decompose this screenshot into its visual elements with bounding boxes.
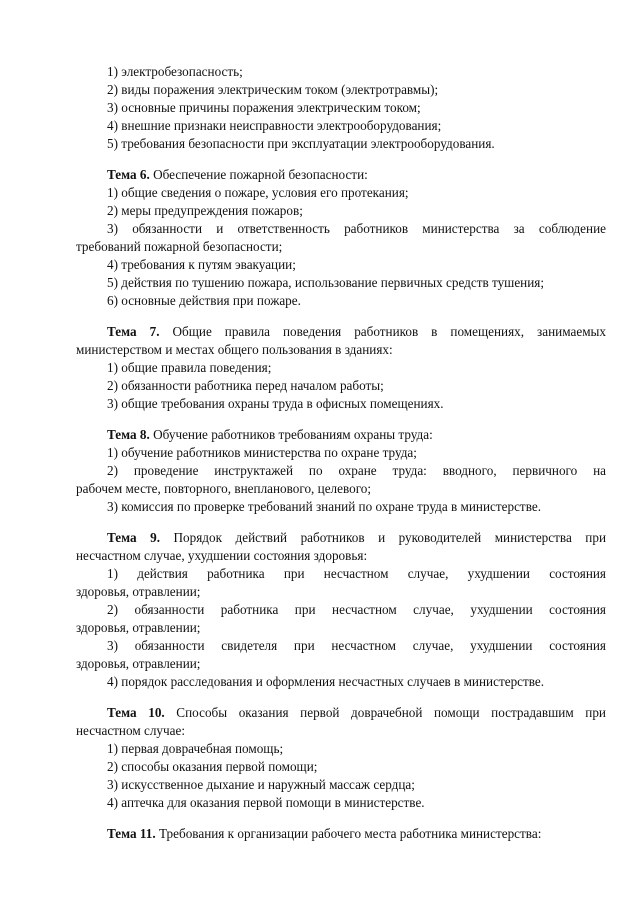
topic-title: Обеспечение пожарной безопасности:	[149, 167, 368, 182]
topic-heading	[107, 426, 433, 444]
list-item: 5) действия по тушению пожара, использование первичных средств тушения;	[107, 275, 545, 290]
topic-heading	[107, 825, 541, 843]
topic-label: Тема 10.	[107, 705, 165, 720]
list-item: 3) обязанности и ответственность работников министерства за соблюдение	[107, 221, 606, 236]
topic-title-continuation: министерством и местах общего пользования в зданиях:	[76, 342, 393, 357]
list-item: 4) аптечка для оказания первой помощи в министерстве.	[107, 795, 425, 810]
topic-label: Тема 7.	[107, 324, 160, 339]
list-item: 1) обучение работников министерства по охране труда;	[107, 445, 417, 460]
list-item: 4) требования к путям эвакуации;	[107, 257, 296, 272]
topic-title: Порядок действий работников и руководителей министерства при	[160, 530, 607, 545]
list-item: 1) электробезопасность;	[107, 64, 243, 79]
list-item: 6) основные действия при пожаре.	[107, 293, 301, 308]
list-item: 2) способы оказания первой помощи;	[107, 759, 318, 774]
list-item: 3) искусственное дыхание и наружный массаж сердца;	[107, 777, 415, 792]
topic-title: Требования к организации рабочего места работника министерства:	[155, 826, 542, 841]
list-item: 3) обязанности свидетеля при несчастном случае, ухудшении состояния	[107, 638, 606, 653]
list-item: 1) общие правила поведения;	[107, 360, 272, 375]
list-item: 4) внешние признаки неисправности электрооборудования;	[107, 118, 442, 133]
list-item: 3) общие требования охраны труда в офисных помещениях.	[107, 396, 444, 411]
topic-label: Тема 6.	[107, 167, 150, 182]
topic-title-continuation: несчастном случае, ухудшении состояния здоровья:	[76, 548, 368, 563]
list-item: 1) первая доврачебная помощь;	[107, 741, 284, 756]
topic-title: Способы оказания первой доврачебной помощи пострадавшим при	[164, 705, 606, 720]
list-item: 2) меры предупреждения пожаров;	[107, 203, 303, 218]
list-item: 3) комиссия по проверке требований знаний по охране труда в министерстве.	[107, 499, 541, 514]
list-item: 3) основные причины поражения электрическим током;	[107, 100, 421, 115]
list-item: 2) обязанности работника перед началом работы;	[107, 378, 384, 393]
list-item: 2) проведение инструктажей по охране труда: вводного, первичного на	[107, 463, 606, 478]
topic-heading	[107, 323, 606, 341]
topic-title-continuation: несчастном случае:	[76, 723, 186, 738]
list-item-continuation: рабочем месте, повторного, внепланового, целевого;	[76, 481, 372, 496]
topic-heading	[107, 529, 606, 547]
list-item: 2) виды поражения электрическим током (электротравмы);	[107, 82, 439, 97]
topic-label: Тема 8.	[107, 427, 150, 442]
topic-title: Обучение работников требованиям охраны труда:	[149, 427, 433, 442]
list-item: 4) порядок расследования и оформления несчастных случаев в министерстве.	[107, 674, 545, 689]
list-item-continuation: здоровья, отравлении;	[76, 656, 201, 671]
topic-title: Общие правила поведения работников в помещениях, занимаемых	[159, 324, 606, 339]
list-item: 5) требования безопасности при эксплуатации электрооборудования.	[107, 136, 495, 151]
list-item-continuation: здоровья, отравлении;	[76, 620, 201, 635]
list-item-continuation: здоровья, отравлении;	[76, 584, 201, 599]
topic-label: Тема 9.	[107, 530, 161, 545]
topic-heading	[107, 704, 606, 722]
list-item: 2) обязанности работника при несчастном случае, ухудшении состояния	[107, 602, 606, 617]
topic-heading	[107, 166, 368, 184]
list-item: 1) действия работника при несчастном случае, ухудшении состояния	[107, 566, 606, 581]
list-item-continuation: требований пожарной безопасности;	[76, 239, 283, 254]
topic-label: Тема 11.	[107, 826, 156, 841]
list-item: 1) общие сведения о пожаре, условия его протекания;	[107, 185, 409, 200]
